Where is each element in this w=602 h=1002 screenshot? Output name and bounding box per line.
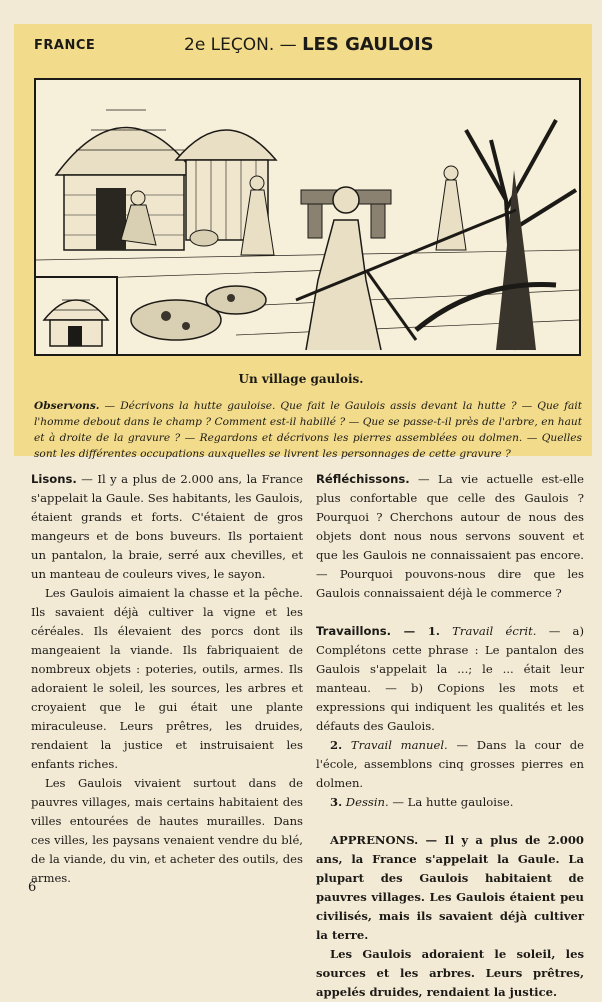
travaillons-item-3-title: Dessin. [342, 795, 389, 809]
country-label: FRANCE [34, 38, 96, 53]
travaillons-item-3 [316, 793, 584, 812]
hut-icon [36, 278, 116, 354]
lisons-text-1: — Il y a plus de 2.000 ans, la France s'appelait la Gaule. Ses habitants, les Gaulois, étaient grands et forts. C'étaient de gros mangeurs et de bons buveurs. Ils portaient un pantalon, la braie, serré aux chevilles, et un manteau de couleurs vives, le sayon. [31, 472, 303, 581]
reflechissons-label: Réfléchissons. [316, 472, 410, 486]
travaillons-item-1-title: Travail écrit. [439, 624, 537, 638]
left-column [31, 470, 303, 888]
lisons-paragraph-3: Les Gaulois vivaient surtout dans de pauvres villages, mais certains habitaient des villes entourées de hautes murailles. Dans ces villes, les paysans venaient vendre du blé, de la viande, du vin, et acheter des outils, des armes. [31, 776, 303, 885]
travaillons-item-2 [316, 736, 584, 793]
reflechissons-paragraph [316, 470, 584, 603]
page-number: 6 [28, 880, 37, 895]
apprenons-paragraph-2: Les Gaulois adoraient le soleil, les sources et les arbres. Leurs prêtres, appelés druides, rendaient la justice. [316, 947, 584, 999]
apprenons-paragraph-1: APPRENONS. — Il y a plus de 2.000 ans, la France s'appelait la Gaule. La plupart des Gaulois habitaient de pauvres villages. Les Gaulois étaient peu civilisés, mais ils savaient déjà cultiver la terre. [316, 833, 584, 942]
lesson-number: 2e LEÇON. — [184, 35, 297, 55]
travaillons-item-1-text: — a) Complétons cette phrase : Le pantalon des Gaulois s'appelait la ...; le ... était leur manteau. — b) Copions les mots et expressions qui indiquent les qualités et les défauts des Gaulois. [316, 624, 584, 733]
lesson-title: LES GAULOIS [302, 34, 434, 55]
observons-section [34, 398, 582, 462]
travaillons-label: Travaillons. [316, 624, 392, 638]
right-column [316, 470, 584, 1002]
travaillons-item-3-number: 3. [330, 795, 343, 809]
lisons-paragraph-1 [31, 470, 303, 584]
travaillons-item-2-title: Travail manuel. [342, 738, 448, 752]
observons-text: — Décrivons la hutte gauloise. Que fait le Gaulois assis devant la hutte ? — Que fait l'homme debout dans le champ ? Comment est-il habillé ? — Que se passe-t-il près de l'arbre, en haut et à droite de la gravure ? — Regardons et décrivons les pierres assemblées ou dolmen. — Quelles sont les différentes occupations auxquelles se livrent les personnages de cette gravure ? [34, 400, 582, 460]
illustration-caption: Un village gaulois. [238, 372, 364, 386]
travaillons-item-3-text: — La hutte gauloise. [388, 795, 514, 809]
lisons-label: Lisons. [31, 472, 77, 486]
travaillons-item-1-number: — 1. [391, 624, 440, 638]
observons-label: Observons. [34, 400, 100, 412]
lisons-paragraph-2: Les Gaulois aimaient la chasse et la pêche. Ils savaient déjà cultiver la vigne et les céréales. Ils élevaient des porcs dont ils mangeaient la viande. Ils fabriquaient de nombreux objets : poteries, outils, armes. Ils adoraient le soleil, les sources, les arbres et croyaient que le gui était une plante miraculeuse. Leurs prêtres, les druides, rendaient la justice et instruisaient les enfants riches. [31, 586, 303, 771]
travaillons-item-2-text: — Dans la cour de l'école, assemblons cinq grosses pierres en dolmen. [316, 738, 584, 790]
hut-inset-drawing [34, 276, 118, 356]
lesson-heading [184, 34, 434, 55]
travaillons-item-2-number: 2. [330, 738, 343, 752]
travaillons-item-1 [316, 622, 584, 736]
reflechissons-text: — La vie actuelle est-elle plus confortable que celle des Gaulois ? Pourquoi ? Cherchons autour de nous des objets dont nous nous servons souvent et que les Gaulois ne connaissaient pas encore. — Pourquoi pouvons-nous dire que les Gaulois connaissaient déjà le commerce ? [316, 472, 584, 600]
